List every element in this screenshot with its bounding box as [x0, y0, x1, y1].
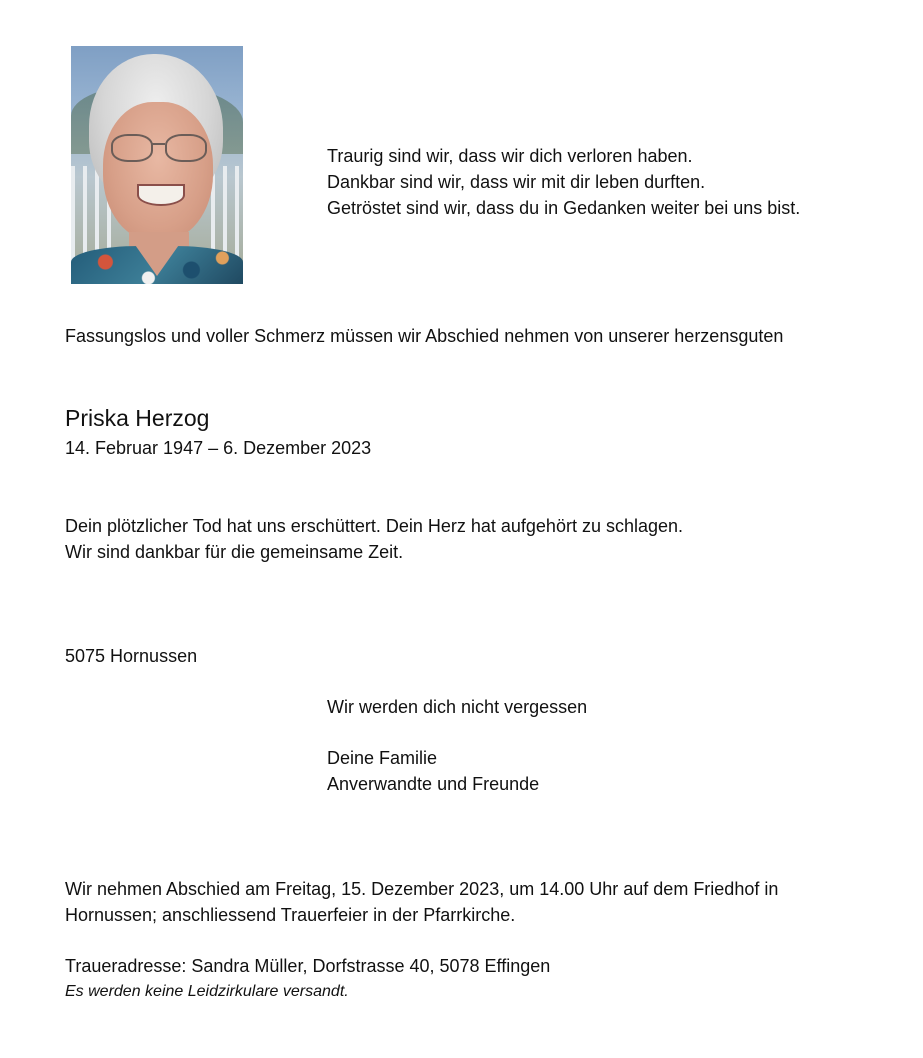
- place-of-residence: 5075 Hornussen: [65, 646, 198, 666]
- service-line: Wir nehmen Abschied am Freitag, 15. Dezember 2023, um 14.00 Uhr auf dem Friedhof in: [65, 879, 779, 899]
- mourners-block: [327, 745, 539, 797]
- closing-phrase: Wir werden dich nicht vergessen: [327, 697, 588, 717]
- message-line: Wir sind dankbar für die gemeinsame Zeit.: [65, 542, 404, 562]
- mourners-line: Deine Familie: [327, 748, 438, 768]
- message-line: Dein plötzlicher Tod hat uns erschüttert. Dein Herz hat aufgehört zu schlagen.: [65, 516, 684, 536]
- photo-glasses-right: [165, 134, 207, 162]
- message-block: [65, 513, 683, 565]
- portrait-photo: [71, 46, 243, 284]
- poem-line: Dankbar sind wir, dass wir mit dir leben durften.: [327, 172, 706, 192]
- photo-face: [103, 102, 213, 242]
- mourning-address: Traueradresse: Sandra Müller, Dorfstrasse 40, 5078 Effingen: [65, 956, 551, 976]
- photo-glasses-left: [111, 134, 153, 162]
- mourners-line: Anverwandte und Freunde: [327, 774, 540, 794]
- deceased-name: Priska Herzog: [65, 405, 210, 431]
- poem-block: [327, 143, 800, 221]
- life-dates: 14. Februar 1947 – 6. Dezember 2023: [65, 438, 372, 458]
- photo-smile: [137, 184, 185, 206]
- intro-text: Fassungslos und voller Schmerz müssen wir Abschied nehmen von unserer herzensguten: [65, 326, 784, 346]
- poem-line: Getröstet sind wir, dass du in Gedanken weiter bei uns bist.: [327, 198, 801, 218]
- service-line: Hornussen; anschliessend Trauerfeier in der Pfarrkirche.: [65, 905, 516, 925]
- funeral-service-info: [65, 876, 778, 928]
- photo-glasses-bridge: [151, 143, 165, 145]
- circular-note: Es werden keine Leidzirkulare versandt.: [65, 983, 349, 1000]
- poem-line: Traurig sind wir, dass wir dich verloren haben.: [327, 146, 693, 166]
